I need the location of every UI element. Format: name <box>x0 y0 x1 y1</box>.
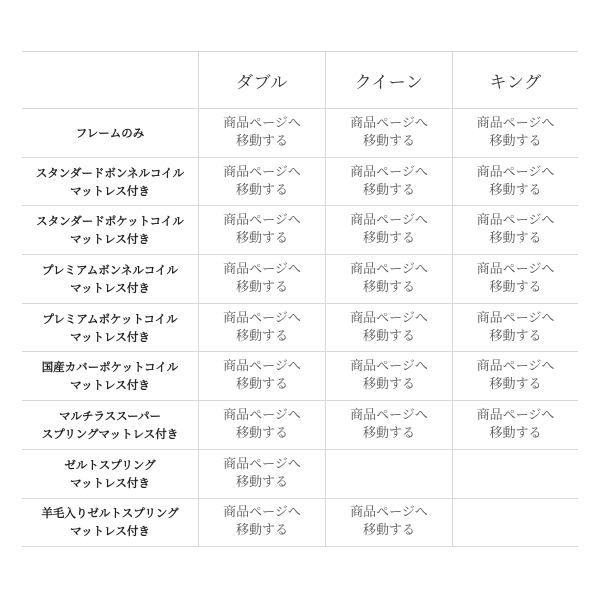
row-label: スタンダードポケットコイル マットレス付き <box>22 206 198 255</box>
product-page-link-king[interactable]: 商品ページへ 移動する <box>452 401 578 450</box>
product-page-link-queen[interactable]: 商品ページへ 移動する <box>325 401 452 450</box>
row-label: プレミアムポケットコイル マットレス付き <box>22 304 198 353</box>
product-page-link-double[interactable]: 商品ページへ 移動する <box>198 499 325 548</box>
row-label: プレミアムボンネルコイル マットレス付き <box>22 255 198 304</box>
row-label: フレームのみ <box>22 109 198 158</box>
product-page-link-double[interactable]: 商品ページへ 移動する <box>198 450 325 499</box>
product-page-link-double[interactable]: 商品ページへ 移動する <box>198 158 325 207</box>
product-page-link-king[interactable]: 商品ページへ 移動する <box>452 352 578 401</box>
product-page-link-king[interactable]: 商品ページへ 移動する <box>452 206 578 255</box>
row-label: ゼルトスプリング マットレス付き <box>22 450 198 499</box>
product-page-link-double[interactable]: 商品ページへ 移動する <box>198 109 325 158</box>
header-king: キング <box>452 52 578 109</box>
empty-cell-king <box>452 450 578 499</box>
header-queen: クイーン <box>325 52 452 109</box>
header-double: ダブル <box>198 52 325 109</box>
product-page-link-queen[interactable]: 商品ページへ 移動する <box>325 158 452 207</box>
header-corner <box>22 52 198 109</box>
product-page-link-queen[interactable]: 商品ページへ 移動する <box>325 352 452 401</box>
row-label: スタンダードボンネルコイル マットレス付き <box>22 158 198 207</box>
row-label: マルチラススーパー スプリングマットレス付き <box>22 401 198 450</box>
product-page-link-king[interactable]: 商品ページへ 移動する <box>452 158 578 207</box>
product-page-link-double[interactable]: 商品ページへ 移動する <box>198 304 325 353</box>
product-page-link-queen[interactable]: 商品ページへ 移動する <box>325 255 452 304</box>
product-page-link-queen[interactable]: 商品ページへ 移動する <box>325 304 452 353</box>
product-page-link-double[interactable]: 商品ページへ 移動する <box>198 255 325 304</box>
product-page-link-king[interactable]: 商品ページへ 移動する <box>452 109 578 158</box>
row-label: 国産カバーポケットコイル マットレス付き <box>22 352 198 401</box>
product-size-table <box>22 51 578 547</box>
product-page-link-queen[interactable]: 商品ページへ 移動する <box>325 206 452 255</box>
product-page-link-double[interactable]: 商品ページへ 移動する <box>198 206 325 255</box>
empty-cell-queen <box>325 450 452 499</box>
product-page-link-queen[interactable]: 商品ページへ 移動する <box>325 499 452 548</box>
product-page-link-king[interactable]: 商品ページへ 移動する <box>452 255 578 304</box>
product-page-link-king[interactable]: 商品ページへ 移動する <box>452 304 578 353</box>
product-page-link-double[interactable]: 商品ページへ 移動する <box>198 352 325 401</box>
empty-cell-king <box>452 499 578 548</box>
product-page-link-queen[interactable]: 商品ページへ 移動する <box>325 109 452 158</box>
product-page-link-double[interactable]: 商品ページへ 移動する <box>198 401 325 450</box>
row-label: 羊毛入りゼルトスプリング マットレス付き <box>22 499 198 548</box>
